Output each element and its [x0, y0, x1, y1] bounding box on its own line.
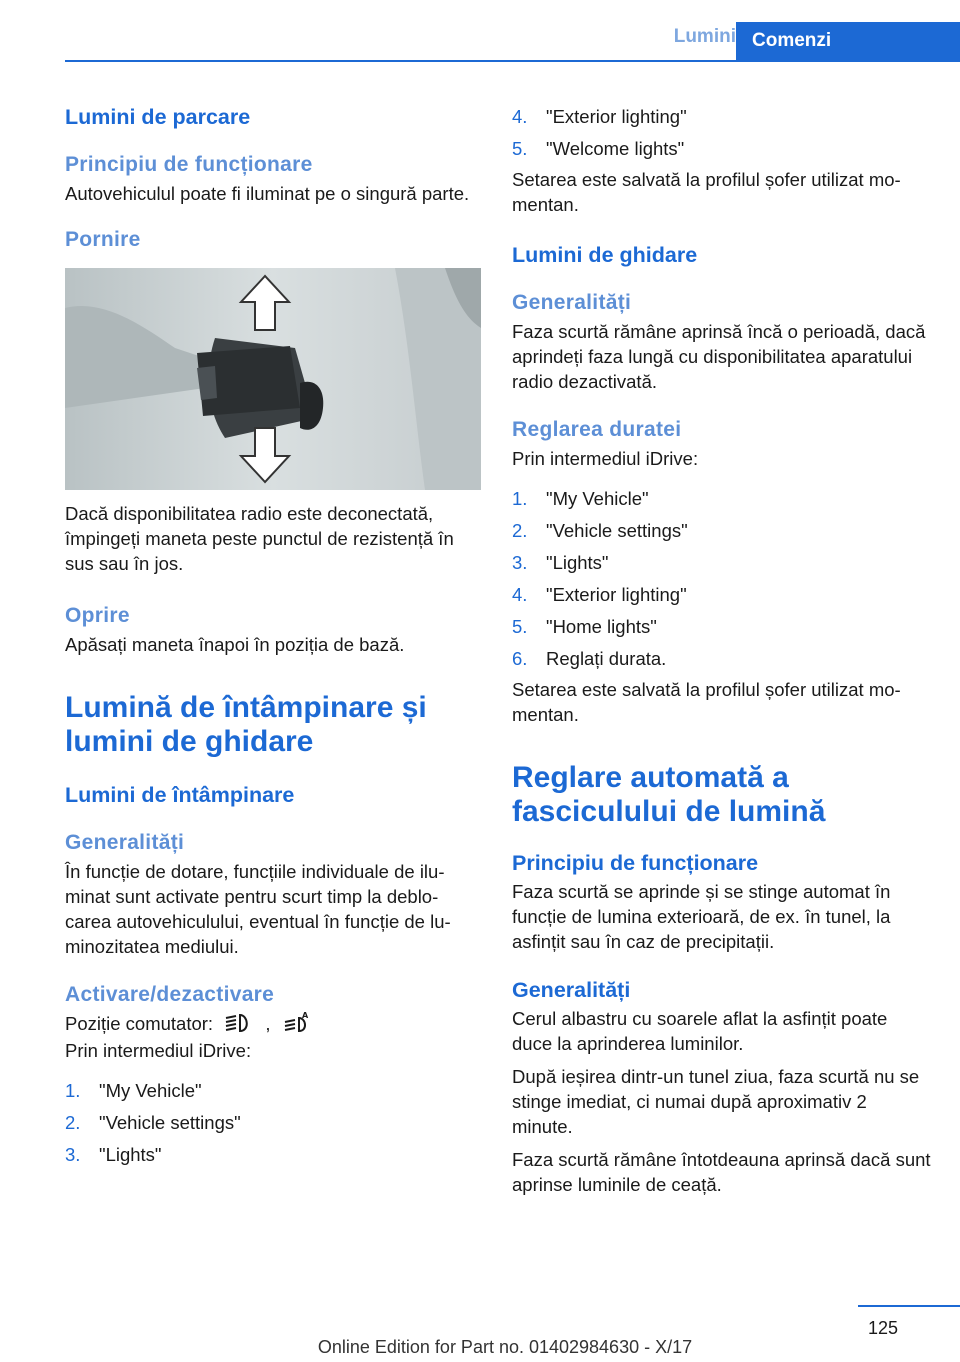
- list-item-text: "Vehicle settings": [99, 1112, 241, 1133]
- list-item-text: "Lights": [546, 552, 609, 573]
- figure-caption: Dacă disponibilitatea radio este deconectată, împingeți maneta peste punctul de rezistență în sus sau în jos.: [65, 503, 454, 574]
- idrive-steps-continued: [512, 101, 932, 165]
- list-item-number: 4.: [512, 106, 528, 127]
- auto-general-text-2: După ieșirea dintr-un tunel ziua, faza scurtă nu se stinge imediat, ci numai după aproximativ 2 minute.: [512, 1066, 920, 1137]
- general-text: În funcție de dotare, funcțiile individuale de ilu-minat sunt activate pentru scurt timp la deblo-carea autovehiculului, eventual în funcție de lu-minozitatea mediului.: [65, 861, 451, 957]
- list-item: [512, 101, 932, 133]
- list-item-text: "Vehicle settings": [546, 520, 688, 541]
- list-item-number: 5.: [512, 138, 528, 159]
- list-item: [65, 1075, 481, 1107]
- idrive-intro-right: Prin intermediul iDrive:: [512, 448, 699, 469]
- lever-figure: [65, 268, 481, 490]
- list-item: [65, 1107, 481, 1139]
- list-item-number: 6.: [512, 648, 528, 669]
- edition-footer: Online Edition for Part no. 01402984630 - X/17: [317, 1337, 693, 1357]
- list-item-number: 2.: [65, 1112, 81, 1133]
- list-item-number: 5.: [512, 616, 528, 637]
- list-item-number: 4.: [512, 584, 528, 605]
- auto-general-text-1: Cerul albastru cu soarele aflat la asfințit poate duce la aprinderea luminilor.: [512, 1008, 888, 1054]
- duration-title: Reglarea duratei: [512, 418, 682, 441]
- saved-text-1: Setarea este salvată la profilul șofer utilizat mo-mentan.: [512, 169, 901, 215]
- header-section-tab: Lumini: [673, 26, 736, 47]
- activation-title: Activare/dezactivare: [65, 983, 275, 1006]
- duration-steps: [512, 483, 932, 675]
- list-item-text: "Exterior lighting": [546, 584, 687, 605]
- header-active-tab: [736, 22, 960, 62]
- list-item-text: "Home lights": [546, 616, 657, 637]
- idrive-steps-left: [65, 1075, 481, 1171]
- list-item: [512, 515, 932, 547]
- list-item: [65, 1139, 481, 1171]
- auto-section-title: Reglare automată a fasciculului de lumină: [512, 761, 826, 828]
- list-item-text: "Exterior lighting": [546, 106, 687, 127]
- list-item-text: "Welcome lights": [546, 138, 685, 159]
- low-beam-icon: [224, 1012, 254, 1034]
- auto-general-text-3: Faza scurtă rămâne întotdeauna aprinsă dacă sunt aprinse luminile de ceață.: [512, 1149, 931, 1195]
- list-item-text: "Lights": [99, 1144, 162, 1165]
- left-column: [65, 100, 481, 1171]
- page-number: 125: [867, 1318, 898, 1338]
- lever-illustration: [65, 268, 481, 490]
- guide-general-text: Faza scurtă rămâne aprinsă încă o perioadă, dacă aprindeți faza lungă cu disponibilitatea aparatului radio dezactivată.: [512, 321, 926, 392]
- list-item: [512, 483, 932, 515]
- list-item: [512, 579, 932, 611]
- list-item-text: "My Vehicle": [99, 1080, 202, 1101]
- switch-separator: ,: [265, 1013, 271, 1034]
- header-active-tab-label: Comenzi: [752, 30, 832, 51]
- list-item-number: 1.: [512, 488, 528, 509]
- page-header: [0, 0, 960, 62]
- header-rule: [65, 60, 960, 62]
- welcome-title: Lumini de întâmpinare: [65, 783, 295, 807]
- general-title: Generalități: [65, 831, 185, 854]
- list-item-number: 2.: [512, 520, 528, 541]
- list-item-number: 3.: [512, 552, 528, 573]
- list-item: [512, 611, 932, 643]
- auto-general-title: Generalități: [512, 978, 631, 1002]
- footer-rule: [858, 1305, 960, 1307]
- switch-position-row: [65, 1011, 481, 1036]
- on-title: Pornire: [65, 228, 141, 251]
- right-column: [512, 100, 932, 1197]
- auto-principle-title: Principiu de funcționare: [512, 851, 759, 875]
- parking-title: Lumini de parcare: [65, 105, 251, 129]
- list-item: [512, 643, 932, 675]
- list-item: [512, 133, 932, 165]
- svg-text:A: A: [301, 1012, 308, 1020]
- list-item-number: 1.: [65, 1080, 81, 1101]
- list-item-number: 3.: [65, 1144, 81, 1165]
- switch-position-label: Poziție comutator:: [65, 1013, 214, 1034]
- list-item-text: Reglați durata.: [546, 648, 667, 669]
- saved-text-2: Setarea este salvată la profilul șofer utilizat mo-mentan.: [512, 679, 901, 725]
- auto-headlight-icon: [282, 1012, 312, 1034]
- list-item: [512, 547, 932, 579]
- principle-text: Autovehiculul poate fi iluminat pe o singură parte.: [65, 183, 470, 204]
- guide-title: Lumini de ghidare: [512, 243, 698, 267]
- list-item-text: "My Vehicle": [546, 488, 649, 509]
- welcome-section-title: Lumină de întâmpinare și lumini de ghidare: [65, 691, 427, 758]
- off-text: Apăsați maneta înapoi în poziția de bază.: [65, 634, 405, 655]
- principle-title: Principiu de funcționare: [65, 153, 313, 176]
- auto-principle-text: Faza scurtă se aprinde și se stinge automat în funcție de lumina exterioară, de ex. în tunel, la asfințit sau în caz de precipitații.: [512, 881, 891, 952]
- guide-general-title: Generalități: [512, 291, 632, 314]
- off-title: Oprire: [65, 604, 130, 627]
- idrive-intro-left: Prin intermediul iDrive:: [65, 1040, 252, 1061]
